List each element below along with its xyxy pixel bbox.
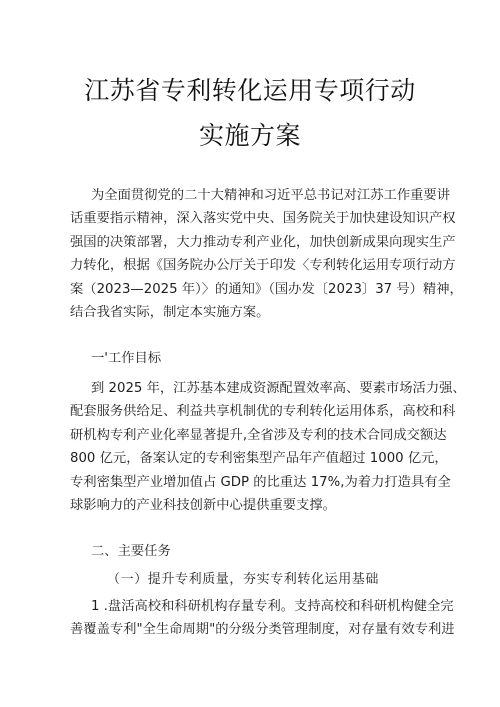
paragraph-line: 研机构专利产业化率显著提升,全省涉及专利的技术合同成交额达 [70, 427, 447, 443]
subsection-heading: （一）提升专利质量，夯实专利转化运用基础 [107, 572, 380, 587]
paragraph-line: 为全面贯彻党的二十大精神和习近平总书记对江苏工作重要讲 [91, 188, 451, 203]
intro-paragraph [70, 184, 463, 324]
paragraph-line: 善覆盖专利"全生命周期"的分级分类管理制度，对存量有效专利进 [70, 622, 455, 638]
document-title-line-1: 江苏省专利转化运用专项行动 [84, 76, 416, 105]
section-heading-goals: 一'工作目标 [91, 351, 162, 366]
paragraph-line: 案（2023—2025 年）〉的通知》（国办发〔2023〕37 号）精神， [70, 281, 463, 297]
paragraph-line: 配套服务供给足、利益共享机制优的专利转化运用体系，高校和科 [70, 404, 456, 420]
paragraph-line: 结合我省实际，制定本实施方案。 [70, 305, 270, 321]
goals-paragraph [70, 377, 466, 517]
paragraph-line: 力转化，根据《国务院办公厅关于印发〈专利转化运用专项行动方 [70, 258, 456, 274]
paragraph-line: 800 亿元，备案认定的专利密集型产品年产值超过 1000 亿元， [70, 451, 448, 467]
task-paragraph [70, 595, 455, 642]
section-heading-tasks: 二、主要任务 [91, 544, 171, 559]
paragraph-line: 球影响力的产业科技创新中心提供重要支撑。 [70, 498, 336, 514]
paragraph-line: 话重要指示精神，深入落实党中央、国务院关于加快建设知识产权 [70, 211, 456, 227]
paragraph-line: 到 2025 年，江苏基本建成资源配置效率高、要素市场活力强、 [91, 381, 466, 396]
document-title-line-2: 实施方案 [198, 121, 301, 150]
paragraph-line: 专利密集型产业增加值占 GDP 的比重达 17%,为着力打造具有全 [70, 474, 451, 490]
paragraph-line: 1 .盘活高校和科研机构存量专利。支持高校和科研机构健全完 [91, 599, 454, 614]
paragraph-line: 强国的决策部署，大力推动专利产业化，加快创新成果向现实生产 [70, 234, 456, 250]
